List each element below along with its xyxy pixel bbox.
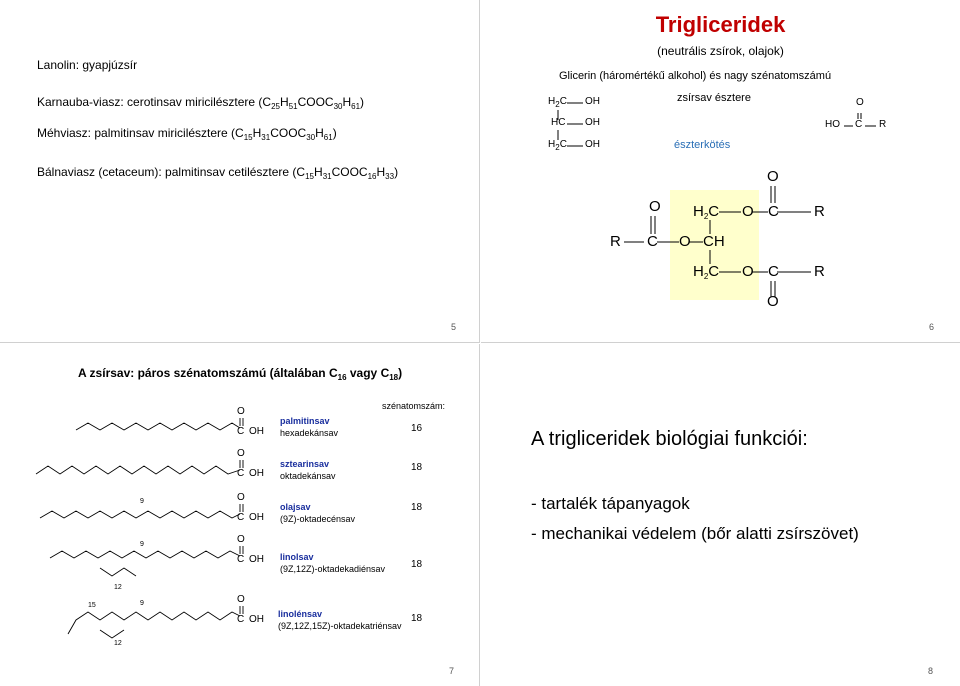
- group: COOC: [297, 95, 334, 109]
- atom-c: C: [708, 263, 720, 280]
- atom-h: H: [548, 139, 556, 150]
- carbon-count: 18: [411, 502, 423, 513]
- subscript: 25: [271, 102, 280, 111]
- tg-c-bottom: C: [768, 263, 779, 280]
- subscript: 51: [288, 102, 298, 111]
- paren: ): [398, 366, 403, 380]
- subscript: 30: [333, 102, 343, 111]
- heading-text: vagy C: [346, 366, 390, 380]
- carboxyl-o: O: [237, 534, 245, 545]
- tg-c-top: C: [768, 203, 779, 220]
- karnauba-line: [37, 95, 364, 109]
- element: H: [279, 95, 289, 109]
- subscript: 2: [703, 212, 709, 221]
- subscript: 31: [261, 133, 271, 142]
- subscript: 18: [389, 373, 399, 382]
- slide-6: [481, 0, 960, 343]
- element: H: [342, 95, 352, 109]
- position-9: 9: [140, 498, 144, 505]
- atom-h: H: [548, 96, 556, 107]
- paren: ): [394, 165, 399, 179]
- group: COOC: [270, 126, 307, 140]
- tg-ch2-top: [693, 203, 719, 220]
- glycerol-oh-2: OH: [585, 117, 600, 128]
- carboxyl-oh: OH: [249, 512, 264, 523]
- tg-r-top: R: [814, 203, 825, 220]
- tg-o-ester-bottom: O: [742, 263, 754, 280]
- acid-c: C: [855, 119, 863, 130]
- atom-h: H: [693, 263, 704, 280]
- atom-h: H: [693, 203, 704, 220]
- atom-c: C: [559, 139, 567, 150]
- tg-o-top: O: [767, 168, 779, 185]
- carboxyl-c: C: [237, 468, 245, 479]
- tg-ch2-bottom: [693, 263, 719, 280]
- definition-line-1: Glicerin (háromértékű alkohol) és nagy szénatomszámú: [559, 70, 832, 82]
- tg-o-ester-top: O: [742, 203, 754, 220]
- carboxyl-o: O: [237, 448, 245, 459]
- page-number: 7: [449, 666, 455, 676]
- carbon-count: 18: [411, 559, 423, 570]
- glycerol-ch2-bottom: [548, 139, 567, 150]
- element: H: [252, 126, 262, 140]
- acid-name: sztearinsav: [280, 459, 330, 469]
- page-number: 5: [451, 322, 457, 332]
- slide-heading: A trigliceridek biológiai funkciói:: [531, 428, 808, 450]
- subscript: 2: [555, 143, 560, 152]
- heading-text: A zsírsav: páros szénatomszámú (általában C: [78, 366, 338, 380]
- acid-iupac: hexadekánsav: [280, 428, 339, 438]
- tg-o-mid: O: [649, 198, 661, 215]
- slide-8: [481, 344, 960, 686]
- tg-r-mid: R: [610, 233, 621, 250]
- carboxyl-o: O: [237, 594, 245, 605]
- definition-line-2: zsírsav észtere: [677, 92, 751, 104]
- element: H: [314, 165, 323, 179]
- group: COOC: [331, 165, 368, 179]
- position-12: 12: [114, 584, 122, 591]
- element: H: [376, 165, 386, 179]
- subscript: 61: [323, 133, 333, 142]
- carboxyl-o: O: [237, 492, 245, 503]
- acid-iupac: (9Z)-oktadecénsav: [280, 514, 356, 524]
- subscript: 2: [555, 100, 560, 109]
- acid-name: linolénsav: [278, 609, 323, 619]
- glycerol-ch: HC: [551, 117, 566, 128]
- acid-ho: HO: [825, 119, 840, 130]
- subscript: 30: [306, 133, 316, 142]
- acid-name: palmitinsav: [280, 416, 330, 426]
- balnaviasz-text: Bálnaviasz (cetaceum): palmitinsav cetilésztere (C: [37, 165, 306, 179]
- position-12: 12: [114, 640, 122, 647]
- subscript: 61: [351, 102, 361, 111]
- karnauba-text: Karnauba-viasz: cerotinsav miricilésztere (C: [37, 95, 272, 109]
- subscript: 33: [385, 172, 395, 181]
- mehviasz-line: [37, 126, 337, 140]
- carboxyl-c: C: [237, 426, 245, 437]
- element: H: [315, 126, 324, 140]
- page-number: 8: [928, 666, 934, 676]
- subscript: 16: [367, 172, 377, 181]
- balnaviasz-line: [37, 165, 398, 179]
- lanolin-line: Lanolin: gyapjúzsír: [37, 58, 138, 72]
- paren: ): [332, 126, 337, 140]
- subscript: 31: [322, 172, 332, 181]
- position-9: 9: [140, 541, 144, 548]
- position-9: 9: [140, 600, 144, 607]
- bullet-item: - mechanikai védelem (bőr alatti zsírszövet): [531, 524, 859, 543]
- slide-title: Trigliceridek: [655, 12, 786, 37]
- acid-o: O: [856, 97, 864, 108]
- carboxyl-c: C: [237, 512, 245, 523]
- glycerol-ch2-top: [548, 96, 567, 107]
- subscript: 2: [703, 272, 709, 281]
- acid-name: linolsav: [280, 552, 314, 562]
- carboxyl-oh: OH: [249, 426, 264, 437]
- acid-r: R: [879, 119, 887, 130]
- carboxyl-c: C: [237, 614, 245, 625]
- position-15: 15: [88, 602, 96, 609]
- carboxyl-o: O: [237, 406, 245, 417]
- structure-bonds: [481, 0, 960, 342]
- glycerol-oh-3: OH: [585, 139, 600, 150]
- carbon-count: 18: [411, 613, 423, 624]
- acid-iupac: (9Z,12Z)-oktadekadiénsav: [280, 564, 386, 574]
- acid-iupac: oktadekánsav: [280, 471, 336, 481]
- count-header: szénatomszám:: [382, 401, 446, 411]
- tg-r-bottom: R: [814, 263, 825, 280]
- tg-c-mid: C: [647, 233, 658, 250]
- slide-7: [0, 344, 480, 686]
- subscript: 15: [305, 172, 315, 181]
- subscript: 16: [337, 373, 347, 382]
- carboxyl-oh: OH: [249, 614, 264, 625]
- bullet-item: - tartalék tápanyagok: [531, 494, 690, 513]
- acid-iupac: (9Z,12Z,15Z)-oktadekatriénsav: [278, 621, 402, 631]
- acid-name: olajsav: [280, 502, 311, 512]
- tg-o-bottom: O: [767, 293, 779, 310]
- mehviasz-text: Méhviasz: palmitinsav miricilésztere (C: [37, 126, 244, 140]
- carboxyl-c: C: [237, 554, 245, 565]
- tg-ch: CH: [703, 233, 725, 250]
- glycerol-oh-1: OH: [585, 96, 600, 107]
- subscript: 15: [243, 133, 253, 142]
- ester-bond-label: észterkötés: [674, 139, 731, 151]
- page-number: 6: [929, 322, 935, 332]
- paren: ): [360, 95, 365, 109]
- carboxyl-oh: OH: [249, 554, 264, 565]
- slide-5: [0, 0, 480, 343]
- atom-c: C: [708, 203, 720, 220]
- carbon-count: 18: [411, 462, 423, 473]
- atom-c: C: [559, 96, 567, 107]
- carbon-count: 16: [411, 423, 423, 434]
- tg-o-ester-mid: O: [679, 233, 691, 250]
- carboxyl-oh: OH: [249, 468, 264, 479]
- slide-subtitle: (neutrális zsírok, olajok): [657, 44, 784, 58]
